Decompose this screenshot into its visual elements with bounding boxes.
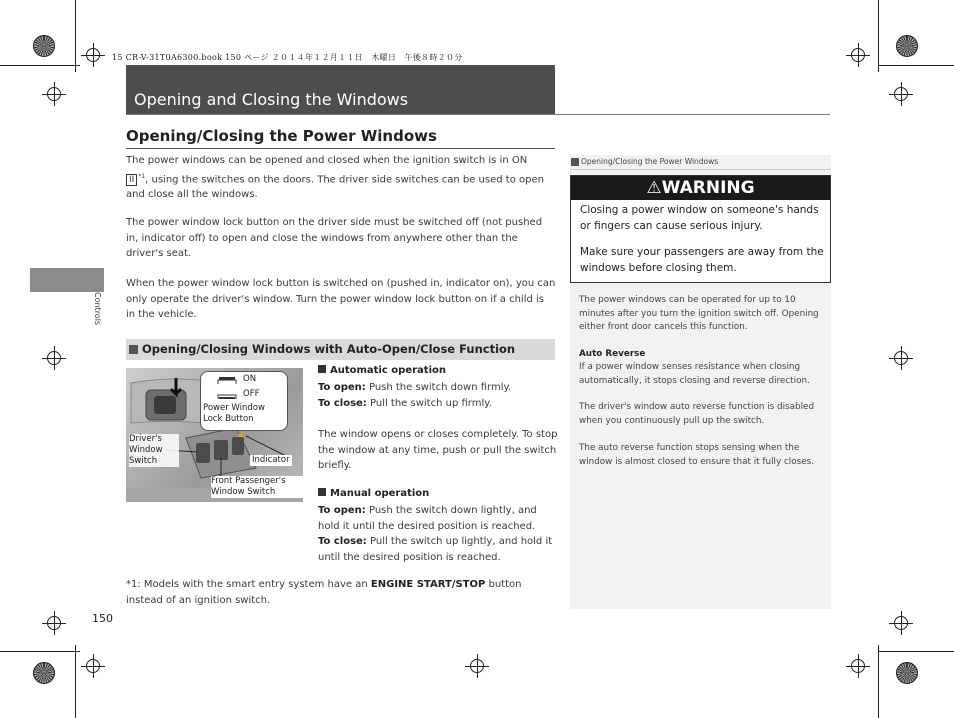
color-rosette-icon [896, 35, 918, 57]
footnote: *1: Models with the smart entry system have an ENGINE START/STOP button instead of an ignition switch. [126, 579, 522, 606]
switch-off-icon [217, 392, 237, 400]
color-rosette-icon [33, 662, 55, 684]
registration-mark-icon [47, 616, 61, 630]
registration-mark-icon [47, 87, 61, 101]
lock-paragraph: The power window lock button on the driver side must be switched off (not pushed in, indicator off) to open and close the windows from anywhere other than the driver's seat. [126, 217, 543, 259]
indicator-label: Indicator [252, 455, 290, 465]
square-bullet-icon [129, 345, 138, 354]
manual-operation-title: Manual operation [318, 488, 429, 499]
note-timer: The power windows can be operated for up to 10 minutes after you turn the ignition switch off. Opening either front door cancels this function. [579, 295, 819, 332]
driver-switch-label: Driver's Window Switch [129, 434, 179, 467]
switch-on-icon [217, 377, 237, 385]
warning-triangle-icon: ⚠ [646, 178, 662, 198]
warning-box [570, 175, 831, 283]
registration-mark-icon [894, 616, 908, 630]
registration-mark-icon [851, 659, 865, 673]
section-title-bar [126, 65, 555, 115]
subheading: Opening/Closing Windows with Auto-Open/Close Function [142, 342, 516, 356]
subheading-bar [126, 339, 555, 360]
square-bullet-icon [318, 488, 326, 496]
side-tab [30, 268, 104, 292]
title-rule [126, 114, 830, 115]
lock-on-paragraph: When the power window lock button is switched on (pushed in, indicator on), you can only operate the driver's window. Turn the power window lock button on if a child is in the vehicle. [126, 278, 556, 320]
on-label: ON [243, 374, 257, 384]
section-title: Opening and Closing the Windows [134, 90, 409, 109]
registration-mark-icon [47, 351, 61, 365]
note-stop-sensing: The auto reverse function stops sensing when the window is almost closed to ensure that it fully closes. [579, 443, 815, 467]
print-header: 15 CR-V-31T0A6300.book 150 ページ ２０１４年１２月１１日 木曜日 午後８時２０分 [112, 53, 463, 62]
auto-instructions: To open: Push the switch down firmly. To close: Pull the switch up firmly. [318, 382, 512, 409]
lock-button-label: Power Window Lock Button [203, 403, 265, 424]
warning-text-2: Make sure your passengers are away from the windows before closing them. [580, 246, 824, 274]
passenger-switch-label: Front Passenger's Window Switch [211, 476, 303, 498]
registration-mark-icon [86, 48, 100, 62]
auto-reverse-title: Auto Reverse [579, 349, 646, 359]
note-driver-disabled: The driver's window auto reverse function is disabled when you continuously pull up the switch. [579, 402, 815, 426]
warning-title: ⚠WARNING [571, 176, 830, 200]
auto-note: The window opens or closes completely. To stop the window at any time, push or pull the switch briefly. [318, 429, 558, 471]
color-rosette-icon [33, 35, 55, 57]
square-bullet-icon [318, 365, 326, 373]
registration-mark-icon [894, 351, 908, 365]
registration-mark-icon [894, 87, 908, 101]
reference-icon [571, 158, 579, 166]
side-tab-label: Controls [93, 292, 102, 326]
registration-mark-icon [86, 659, 100, 673]
page-heading: Opening/Closing the Power Windows [126, 127, 437, 145]
lock-button-callout [200, 371, 288, 431]
off-label: OFF [243, 389, 260, 399]
reference-bar: Opening/Closing the Power Windows [570, 155, 831, 170]
warning-text-1: Closing a power window on someone's hands or fingers can cause serious injury. [580, 204, 819, 232]
intro-paragraph: The power windows can be opened and closed when the ignition switch is in ON II $^{*1}$, using the switches on the doors. The driver side switches can be used to open and close all the windows. [126, 155, 544, 201]
color-rosette-icon [896, 662, 918, 684]
registration-mark-icon [470, 659, 484, 673]
manual-instructions: To open: Push the switch down lightly, and hold it until the desired position is reached. To close: Pull the switch up lightly, and hold it until the desired position is reached. [318, 505, 553, 563]
registration-mark-icon [851, 48, 865, 62]
heading-rule [126, 148, 555, 149]
note-auto-reverse: If a power window senses resistance when closing automatically, it stops closing and reverse direction. [579, 362, 810, 386]
ignition-key-icon: II [126, 174, 137, 186]
auto-operation-title: Automatic operation [318, 365, 446, 376]
page-number: 150 [92, 612, 113, 625]
